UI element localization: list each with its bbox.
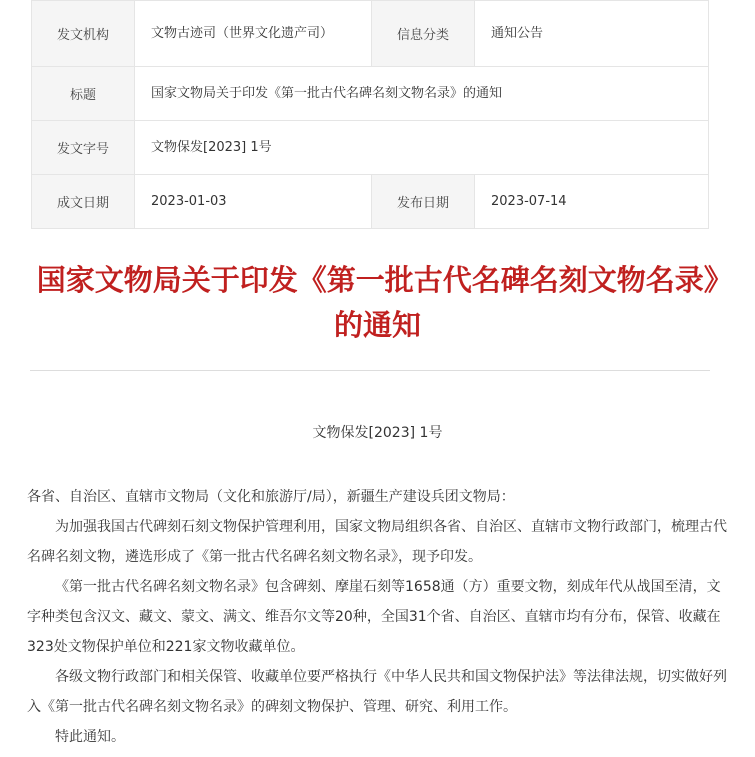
category-label: 信息分类 (372, 1, 475, 67)
salutation: 各省、自治区、直辖市文物局（文化和旅游厅/局），新疆生产建设兵团文物局： (27, 489, 515, 505)
metadata-row-docno (32, 121, 709, 175)
metadata-row-dates (32, 175, 709, 229)
article-body (27, 482, 729, 752)
paragraph-purpose: 为加强我国古代碑刻石刻文物保护管理利用，国家文物局组织各省、自治区、直辖市文物行政部门，梳理古代名碑名刻文物，遴选形成了《第一批古代名碑名刻文物名录》，现予印发。 (27, 519, 727, 565)
docno-label: 发文字号 (32, 121, 135, 175)
title-divider (30, 370, 710, 371)
document-metadata-table (31, 0, 709, 229)
article-doc-number: 文物保发[2023] 1号 (312, 425, 443, 441)
issuer-label: 发文机构 (32, 1, 135, 67)
paragraph-requirements: 各级文物行政部门和相关保管、收藏单位要严格执行《中华人民共和国文物保护法》等法律法规，切实做好列入《第一批古代名碑名刻文物名录》的碑刻文物保护、管理、研究、利用工作。 (27, 669, 727, 715)
paragraph-content: 《第一批古代名碑名刻文物名录》包含碑刻、摩崖石刻等1658通（方）重要文物，刻成年代从战国至清，文字种类包含汉文、藏文、蒙文、满文、维吾尔文等20种，全国31个省、自治区、直辖市均有分布，保管、收藏在323处文物保护单位和221家文物收藏单位。 (27, 579, 721, 655)
published-date-label: 发布日期 (372, 175, 475, 229)
category-value: 通知公告 (475, 1, 709, 67)
created-date-value: 2023-01-03 (135, 175, 372, 229)
title-value: 国家文物局关于印发《第一批古代名碑名刻文物名录》的通知 (135, 67, 709, 121)
created-date-label: 成文日期 (32, 175, 135, 229)
title-label: 标题 (32, 67, 135, 121)
paragraph-closing: 特此通知。 (55, 729, 125, 745)
published-date-value: 2023-07-14 (475, 175, 709, 229)
issuer-value: 文物古迹司（世界文化遗产司） (135, 1, 372, 67)
article-title: 国家文物局关于印发《第一批古代名碑名刻文物名录》的通知 (36, 263, 719, 342)
docno-value: 文物保发[2023] 1号 (135, 121, 709, 175)
metadata-row-issuer (32, 1, 709, 67)
metadata-row-title (32, 67, 709, 121)
